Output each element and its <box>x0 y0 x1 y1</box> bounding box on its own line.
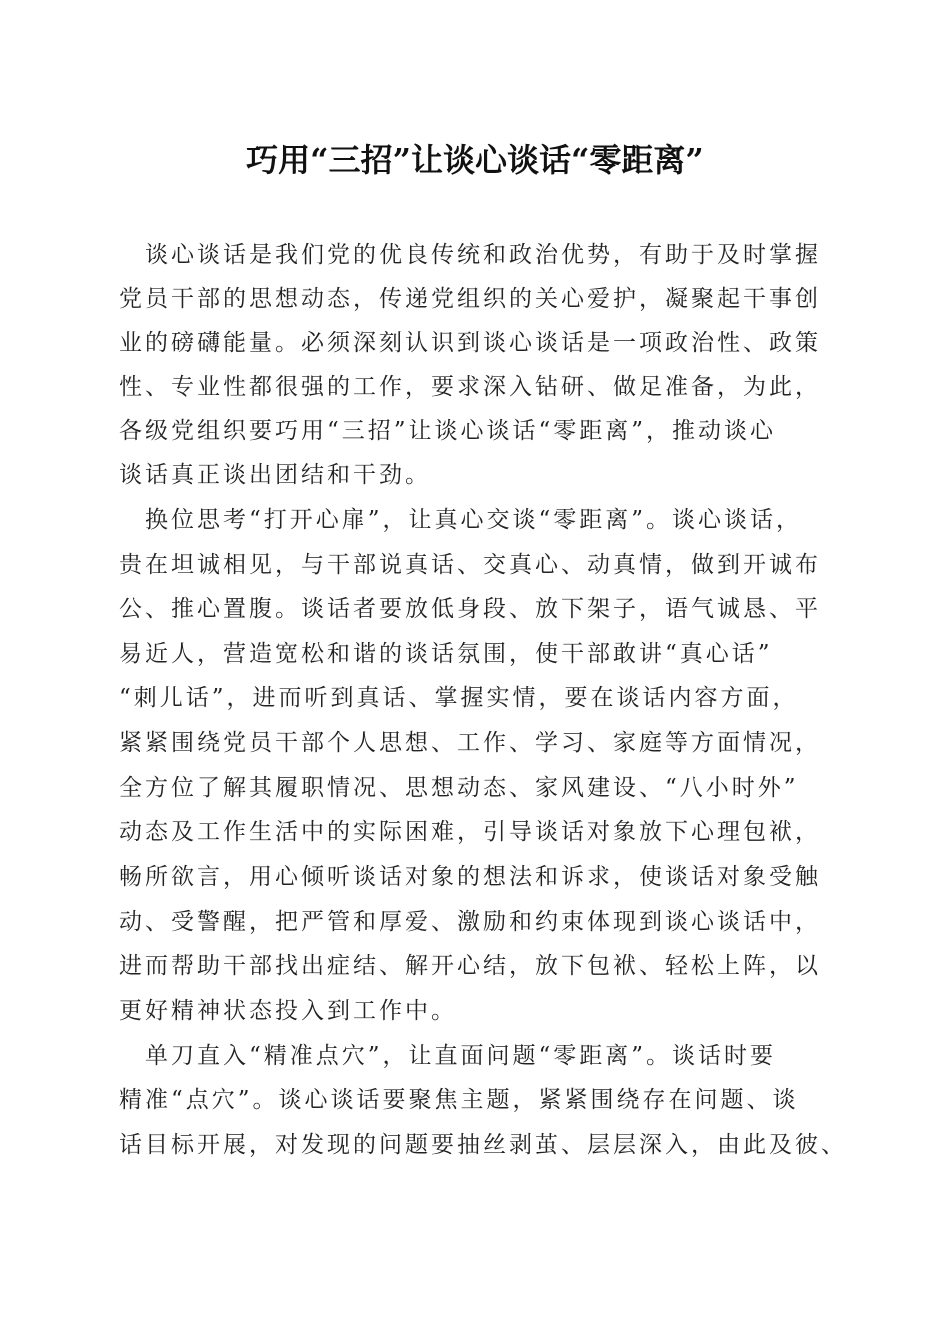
paragraph-1-line-3: 业的磅礴能量。必须深刻认识到谈心谈话是一项政治性、政策 <box>119 330 821 356</box>
paragraph-2-line-10: 动、受警醒，把严管和厚爱、激励和约束体现到谈心谈话中， <box>119 909 821 935</box>
paragraph-2-line-7: 全方位了解其履职情况、思想动态、家风建设、“八小时外” <box>119 775 799 801</box>
paragraph-2-line-3: 公、推心置腹。谈话者要放低身段、放下架子，语气诚恳、平 <box>119 596 821 622</box>
paragraph-3-line-1: 单刀直入“精准点穴”，让直面问题“零距离”。谈话时要 <box>119 1043 777 1069</box>
document-title: 巧用“三招”让谈心谈话“零距离” <box>246 141 704 179</box>
paragraph-1-line-6: 谈话真正谈出团结和干劲。 <box>119 462 431 488</box>
paragraph-2-line-2: 贵在坦诚相见，与干部说真话、交真心、动真情，做到开诚布 <box>119 552 821 578</box>
paragraph-2-line-6: 紧紧围绕党员干部个人思想、工作、学习、家庭等方面情况， <box>119 730 821 756</box>
paragraph-1-line-2: 党员干部的思想动态，传递党组织的关心爱护，凝聚起干事创 <box>119 286 821 312</box>
paragraph-2-line-1: 换位思考“打开心扉”，让真心交谈“零距离”。谈心谈话， <box>119 507 803 533</box>
paragraph-1-line-4: 性、专业性都很强的工作，要求深入钻研、做足准备，为此， <box>119 374 821 400</box>
paragraph-3-line-2: 精准“点穴”。谈心谈话要聚焦主题，紧紧围绕存在问题、谈 <box>119 1087 799 1113</box>
paragraph-2-line-9: 畅所欲言，用心倾听谈话对象的想法和诉求，使谈话对象受触 <box>119 864 821 890</box>
paragraph-2-line-8: 动态及工作生活中的实际困难，引导谈话对象放下心理包袱， <box>119 819 821 845</box>
paragraph-1-line-1: 谈心谈话是我们党的优良传统和政治优势，有助于及时掌握 <box>119 242 821 268</box>
paragraph-3-line-3: 话目标开展，对发现的问题要抽丝剥茧、层层深入，由此及彼、 <box>119 1132 847 1158</box>
paragraph-2-line-4: 易近人，营造宽松和谐的谈话氛围，使干部敢讲“真心话” <box>119 641 773 667</box>
paragraph-1-line-5: 各级党组织要巧用“三招”让谈心谈话“零距离”，推动谈心 <box>119 418 777 444</box>
paragraph-2-line-11: 进而帮助干部找出症结、解开心结，放下包袱、轻松上阵，以 <box>119 953 821 979</box>
paragraph-2-line-12: 更好精神状态投入到工作中。 <box>119 998 457 1024</box>
paragraph-2-line-5: “刺儿话”，进而听到真话、掌握实情，要在谈话内容方面， <box>119 685 799 711</box>
